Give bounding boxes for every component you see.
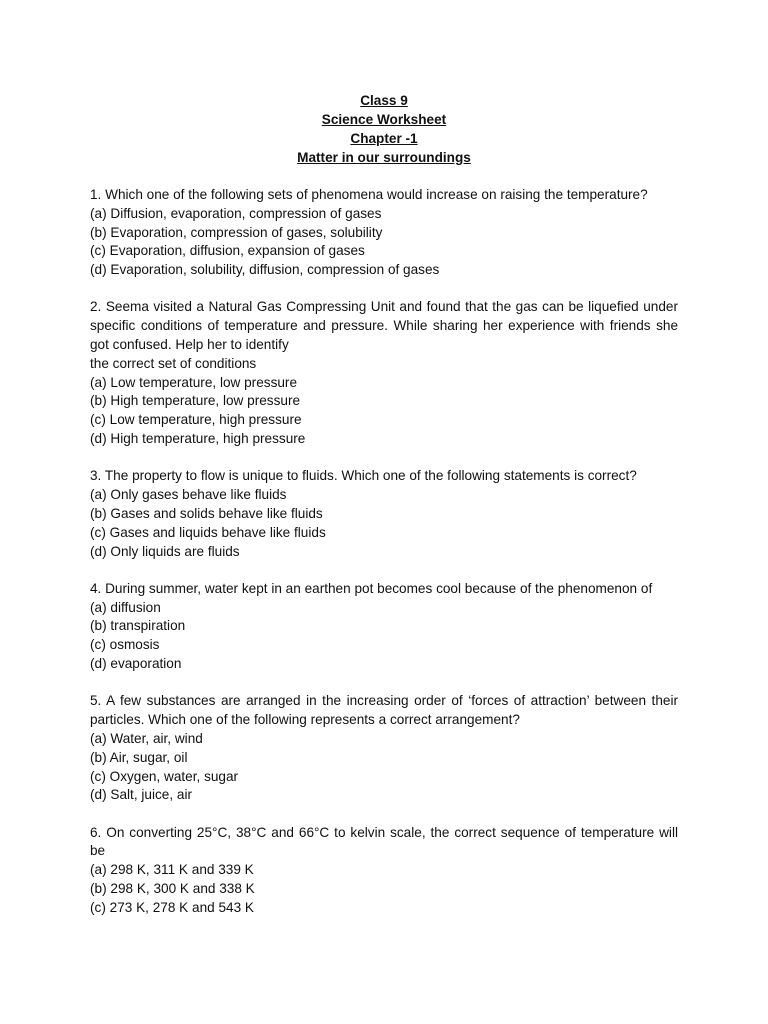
option-b: (b) Air, sugar, oil (90, 749, 188, 765)
question-3 (90, 467, 678, 561)
option-d: (d) Evaporation, solubility, diffusion, compression of gases (90, 262, 440, 278)
worksheet-page (90, 91, 678, 936)
question-5 (90, 692, 678, 805)
option-a: (a) diffusion (90, 599, 161, 615)
option-c: (c) osmosis (90, 637, 160, 653)
question-list (90, 186, 678, 918)
option-c: (c) Gases and liquids behave like fluids (90, 524, 326, 540)
option-d: (d) Only liquids are fluids (90, 543, 240, 559)
question-6 (90, 824, 678, 918)
option-c: (c) 273 K, 278 K and 543 K (90, 899, 254, 915)
question-stem: 1. Which one of the following sets of phenomena would increase on raising the temperature? (90, 187, 648, 202)
chapter-heading: Chapter -1 (350, 131, 418, 146)
question-2 (90, 298, 678, 448)
option-a: (a) Low temperature, low pressure (90, 374, 298, 390)
option-b: (b) transpiration (90, 618, 186, 634)
option-a: (a) 298 K, 311 K and 339 K (90, 862, 254, 878)
option-b: (b) High temperature, low pressure (90, 393, 301, 409)
topic-heading: Matter in our surroundings (297, 150, 471, 165)
question-stem: 4. During summer, water kept in an earthen pot becomes cool because of the phenomenon of (90, 580, 653, 596)
option-c: (c) Low temperature, high pressure (90, 412, 302, 428)
option-c: (c) Oxygen, water, sugar (90, 768, 239, 784)
question-stem: 3. The property to flow is unique to fluids. Which one of the following statements is correct? (90, 468, 637, 484)
option-d: (d) Salt, juice, air (90, 787, 192, 803)
option-d: (d) High temperature, high pressure (90, 431, 306, 447)
subject-heading: Science Worksheet (321, 112, 447, 127)
option-b: (b) 298 K, 300 K and 338 K (90, 881, 255, 896)
question-stem: 5. A few substances are arranged in the increasing order of ‘forces of attraction’ between their particles. Which one of the following represents a correct arrangement? (90, 693, 678, 728)
question-stem: 2. Seema visited a Natural Gas Compressing Unit and found that the gas can be liquefied under specific conditions of temperature and pressure. While sharing her experience with friends she got confused. Help her to identify (90, 299, 678, 353)
question-4 (90, 580, 678, 674)
option-b: (b) Gases and solids behave like fluids (90, 505, 323, 521)
option-b: (b) Evaporation, compression of gases, solubility (90, 224, 383, 240)
option-a: (a) Water, air, wind (90, 730, 203, 746)
option-a: (a) Only gases behave like fluids (90, 487, 287, 503)
question-stem-continuation: the correct set of conditions (90, 355, 257, 371)
question-stem: 6. On converting 25°C, 38°C and 66°C to kelvin scale, the correct sequence of temperature will be (90, 824, 678, 859)
option-a: (a) Diffusion, evaporation, compression of gases (90, 205, 382, 221)
option-c: (c) Evaporation, diffusion, expansion of gases (90, 243, 365, 259)
question-1 (90, 186, 678, 280)
class-heading: Class 9 (360, 93, 408, 108)
option-d: (d) evaporation (90, 656, 182, 672)
